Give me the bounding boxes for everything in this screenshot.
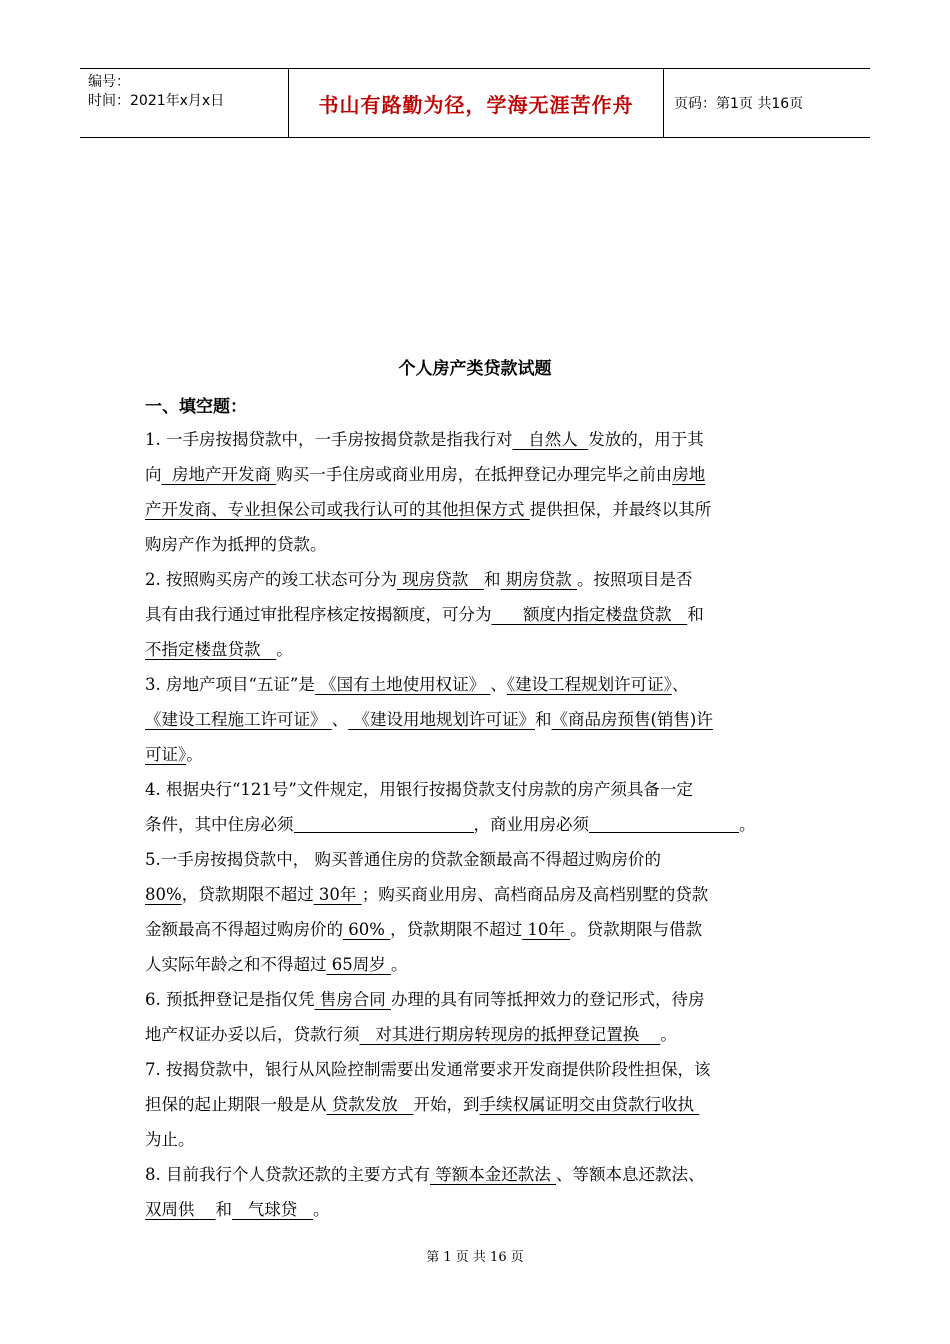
question-6 [145, 982, 808, 1052]
answer-blank: 《建设用地规划许可证》 [348, 710, 535, 729]
question-4 [145, 772, 808, 842]
page-footer: 第 1 页 共 16 页 [426, 1250, 524, 1265]
answer-blank: 现房贷款 [397, 570, 484, 589]
answer-blank: 自然人 [512, 430, 589, 449]
answer-blank: 房地产开发商 [161, 465, 277, 484]
question-text: ，商业用房必须 [473, 815, 589, 834]
question-5-line-2 [145, 885, 708, 904]
question-text: 办理的具有同等抵押效力的登记形式，待房 [391, 990, 705, 1009]
question-text: 和 [215, 1200, 232, 1219]
answer-blank: 10年 [522, 920, 571, 939]
question-text: 8. 目前我行个人贷款还款的主要方式有 [145, 1165, 430, 1184]
answer-blank: 等额本金还款法 [430, 1165, 556, 1184]
header-meta [80, 69, 288, 137]
question-text: ，贷款期限不超过 [390, 920, 523, 939]
question-2-line-1 [145, 570, 692, 589]
question-1-line-4 [145, 535, 327, 554]
question-text: 向 [145, 465, 162, 484]
question-2 [145, 562, 808, 667]
question-text: 条件，其中住房必须 [145, 815, 294, 834]
document-body [145, 422, 808, 1227]
answer-blank: 贷款发放 [326, 1095, 414, 1114]
question-1 [145, 422, 808, 562]
question-text: 、 [490, 675, 507, 694]
question-text: 金额最高不得超过购房价的 [145, 920, 343, 939]
answer-blank: 《建设工程规划许可证》 [506, 675, 672, 694]
question-text: 为止。 [145, 1130, 195, 1149]
question-3-line-2 [145, 710, 713, 729]
answer-blank: 《建设工程施工许可证》 [145, 710, 332, 729]
question-text: 。 [391, 955, 408, 974]
answer-blank: 对其进行期房转现房的抵押登记置换 [359, 1025, 661, 1044]
empty-answer-blank [589, 814, 739, 833]
question-4-line-1 [145, 780, 693, 799]
question-text: 。贷款期限与借款 [570, 920, 703, 939]
question-7 [145, 1052, 808, 1157]
question-6-line-2 [145, 1025, 677, 1044]
answer-blank: 手续权属证明交由贷款行收执 [479, 1095, 700, 1114]
question-7-line-2 [145, 1095, 699, 1114]
question-text: 7. 按揭贷款中，银行从风险控制需要出发通常要求开发商提供阶段性担保，该 [145, 1060, 711, 1079]
question-7-line-3 [145, 1130, 195, 1149]
question-7-line-1 [145, 1060, 711, 1079]
answer-blank: 产开发商、专业担保公司或我行认可的其他担保方式 [145, 500, 530, 519]
answer-blank: 双周供 [145, 1200, 216, 1219]
question-text: 、等额本息还款法、 [556, 1165, 705, 1184]
question-text: 和 [535, 710, 552, 729]
answer-blank: 期房贷款 [500, 570, 577, 589]
question-text: 。 [276, 640, 293, 659]
question-text: 具有由我行通过审批程序核定按揭额度，可分为 [145, 605, 492, 624]
question-text: 2. 按照购买房产的竣工状态可分为 [145, 570, 397, 589]
question-text: 5.一手房按揭贷款中， 购买普通住房的贷款金额最高不得超过购房价的 [145, 850, 661, 869]
question-8 [145, 1157, 808, 1227]
question-text: 购房产作为抵押的贷款。 [145, 535, 327, 554]
question-5-line-4 [145, 955, 408, 974]
question-2-line-3 [145, 640, 293, 659]
empty-answer-blank [294, 814, 474, 833]
header-page-number: 页码：第1页 共16页 [674, 96, 804, 112]
question-text: 、 [671, 675, 689, 694]
answer-blank: 额度内指定楼盘贷款 [491, 605, 688, 624]
answer-blank: 房地 [672, 465, 706, 484]
question-text: 4. 根据央行“121号”文件规定，用银行按揭贷款支付房款的房产须具备一定 [145, 780, 693, 799]
question-6-line-1 [145, 990, 705, 1009]
question-text: 、 [331, 710, 349, 729]
question-text: 开始，到 [413, 1095, 480, 1114]
question-2-line-2 [145, 605, 704, 624]
question-text: 1. 一手房按揭贷款中，一手房按揭贷款是指我行对 [145, 430, 513, 449]
answer-blank: 可证》 [145, 745, 187, 764]
question-text: 提供担保，并最终以其所 [529, 500, 712, 519]
code-label: 编号： [88, 74, 130, 90]
answer-blank: 65周岁 [326, 955, 391, 974]
question-text: 人实际年龄之和不得超过 [145, 955, 327, 974]
question-text: 地产权证办妥以后，贷款行须 [145, 1025, 360, 1044]
document-title: 个人房产类贷款试题 [398, 359, 552, 379]
question-text: 购买一手住房或商业用房，在抵押登记办理完毕之前由 [276, 465, 673, 484]
question-3 [145, 667, 808, 772]
page-header [80, 68, 870, 138]
question-text: 。 [186, 745, 203, 764]
header-motto: 书山有路勤为径，学海无涯苦作舟 [288, 69, 664, 137]
question-text: 发放的，用于其 [588, 430, 704, 449]
question-3-line-1 [145, 675, 688, 694]
question-text: ，贷款期限不超过 [181, 885, 314, 904]
date-label: 时间：2021年x月x日 [88, 93, 225, 109]
answer-blank: 《国有土地使用权证》 [314, 675, 491, 694]
question-1-line-2 [145, 465, 705, 484]
question-text: 。 [739, 815, 756, 834]
question-text: 和 [687, 605, 704, 624]
answer-blank: 60% [343, 920, 391, 939]
question-text: 担保的起止期限一般是从 [145, 1095, 327, 1114]
question-5 [145, 842, 808, 982]
answer-blank: 30年 [313, 885, 362, 904]
question-3-line-3 [145, 745, 203, 764]
question-1-line-3 [145, 500, 711, 519]
question-text: 3. 房地产项目“五证”是 [145, 675, 315, 694]
question-4-line-2 [145, 815, 756, 834]
section-heading: 一、填空题： [145, 397, 247, 417]
question-text: 。按照项目是否 [576, 570, 693, 589]
question-8-line-1 [145, 1165, 705, 1184]
question-text: 。 [312, 1200, 330, 1219]
answer-blank: 售房合同 [314, 990, 391, 1009]
question-1-line-1 [145, 430, 704, 449]
question-text: 和 [483, 570, 501, 589]
question-8-line-2 [145, 1200, 329, 1219]
answer-blank: 气球贷 [231, 1200, 313, 1219]
question-5-line-3 [145, 920, 702, 939]
question-text: 。 [660, 1025, 677, 1044]
answer-blank: 《商品房预售(销售)许 [551, 710, 713, 729]
question-5-line-1 [145, 850, 661, 869]
question-text: 6. 预抵押登记是指仅凭 [145, 990, 315, 1009]
answer-blank: 80% [145, 885, 182, 904]
answer-blank: 不指定楼盘贷款 [145, 640, 277, 659]
question-text: ；购买商业用房、高档商品房及高档别墅的贷款 [361, 885, 709, 904]
